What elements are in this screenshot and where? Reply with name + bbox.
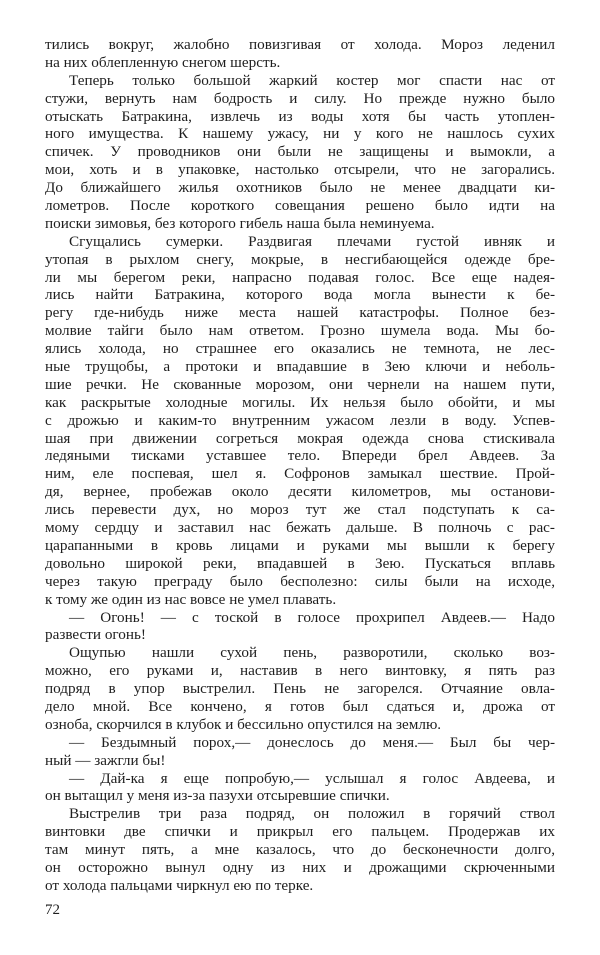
page-number: 72 xyxy=(45,902,60,918)
text-line: мому сердцу и заставил нас бежать дальше. В полночь с рас- xyxy=(45,519,555,537)
text-line: ные трущобы, а протоки и впадавшие в Зею ключи и неболь- xyxy=(45,358,555,376)
text-line: он вытащил у меня из-за пазухи отсыревшие спички. xyxy=(45,787,390,805)
text-line: — Бездымный порох,— донеслось до меня.— Был бы чер- xyxy=(69,733,555,751)
text-line: лись найти Батракина, которого вода могла вынести к бе- xyxy=(45,286,555,304)
text-line: молвие тайги было нам ответом. Грозно шумела вода. Мы бо- xyxy=(45,322,555,340)
text-line: — Огонь! — с тоской в голосе прохрипел Авдеев.— Надо xyxy=(69,608,555,626)
paragraph xyxy=(45,734,555,770)
text-line: утопая в рыхлом снегу, мокрые, в несгибающейся одежде бре- xyxy=(45,250,555,268)
text-line: ледяными тисками уставшее тело. Впереди брел Авдеев. За xyxy=(45,447,555,465)
text-line: дя, вернее, пробежав около десяти километров, мы останови- xyxy=(45,483,555,501)
paragraph xyxy=(45,644,555,733)
text-line: ним, еле поспевая, шел я. Софронов замыкал шествие. Прой- xyxy=(45,465,555,483)
text-line: царапанными в кровь лицами и руками мы вышли к берегу xyxy=(45,536,555,554)
text-line: ли мы берегом реки, напрасно подавая голос. Все еще надея- xyxy=(45,268,555,286)
text-line: спичек. У проводников они были не защищены и вымокли, а xyxy=(45,143,555,161)
paragraph xyxy=(45,233,555,609)
text-line: мои, хоть и в упаковке, настолько отсырели, что не загорались. xyxy=(45,161,555,179)
text-line: на них облепленную снегом шерсть. xyxy=(45,53,281,71)
text-line: шие речки. Не скованные морозом, они чернели на нашем пути, xyxy=(45,375,555,393)
text-line: лись перевести дух, но мороз тут же стал подступать к са- xyxy=(45,501,555,519)
text-line: можно, его руками и, наставив в него винтовку, я пять раз xyxy=(45,662,555,680)
text-line: через такую преграду было бесполезно: силы были на исходе, xyxy=(45,572,555,590)
text-line: к тому же один из нас вовсе не умел плавать. xyxy=(45,590,337,608)
text-line: там минут пять, а мне казалось, что до бесконечности долго, xyxy=(45,841,555,859)
text-line: подряд в упор выстрелил. Пень не загорелся. Отчаяние овла- xyxy=(45,680,555,698)
body-text xyxy=(45,36,555,895)
text-line: Выстрелив три раза подряд, он положил в горячий ствол xyxy=(69,805,555,823)
paragraph xyxy=(45,609,555,645)
text-line: как раскрытые холодные могилы. Их нельзя было обойти, и мы xyxy=(45,393,555,411)
text-line: довольно широкой реки, впадавшей в Зею. Пускаться вплавь xyxy=(45,554,555,572)
paragraph xyxy=(45,36,555,72)
text-line: с дрожью и каким-то внутренним ужасом лезли в воду. Успев- xyxy=(45,411,555,429)
text-line: Сгущались сумерки. Раздвигая плечами густой ивняк и xyxy=(69,232,555,250)
paragraph xyxy=(45,770,555,806)
text-line: шая при движении согреться мокрая одежда снова стискивала xyxy=(45,429,555,447)
paragraph xyxy=(45,72,555,233)
text-line: До ближайшего жилья охотников было не менее двадцати ки- xyxy=(45,179,555,197)
text-line: — Дай-ка я еще попробую,— услышал я голос Авдеева, и xyxy=(69,769,555,787)
text-line: тились вокруг, жалобно повизгивая от холода. Мороз леденил xyxy=(45,36,555,53)
text-line: он осторожно вынул одну из них и дрожащими скрюченными xyxy=(45,858,555,876)
text-line: ялись холода, но страшнее его оказались не темнота, не лес- xyxy=(45,340,555,358)
text-line: стужи, вернуть нам бодрость и силу. Но прежде нужно было xyxy=(45,89,555,107)
text-line: Ощупью нашли сухой пень, разворотили, сколько воз- xyxy=(69,644,555,662)
text-line: дело мной. Все кончено, я готов был сдаться и, дрожа от xyxy=(45,697,555,715)
text-line: ного имущества. К нашему ужасу, ни у кого не нашлось сухих xyxy=(45,125,555,143)
text-line: от холода пальцами чиркнул ею по терке. xyxy=(45,876,314,894)
text-line: поиски зимовья, без которого гибель наша была неминуема. xyxy=(45,214,435,232)
text-line: Теперь только большой жаркий костер мог спасти нас от xyxy=(69,71,555,89)
text-line: лометров. После короткого совещания решено было идти на xyxy=(45,197,555,215)
text-line: регу где-нибудь ниже места нашей катастрофы. Полное без- xyxy=(45,304,555,322)
paragraph xyxy=(45,805,555,894)
text-line: развести огонь! xyxy=(45,626,146,644)
text-line: озноба, скорчился в клубок и бессильно опустился на землю. xyxy=(45,715,442,733)
text-line: винтовки две спички и прикрыл его пальцем. Продержав их xyxy=(45,823,555,841)
text-line: ный — зажгли бы! xyxy=(45,751,166,769)
text-line: отыскать Батракина, извлечь из воды хотя бы часть утоплен- xyxy=(45,107,555,125)
